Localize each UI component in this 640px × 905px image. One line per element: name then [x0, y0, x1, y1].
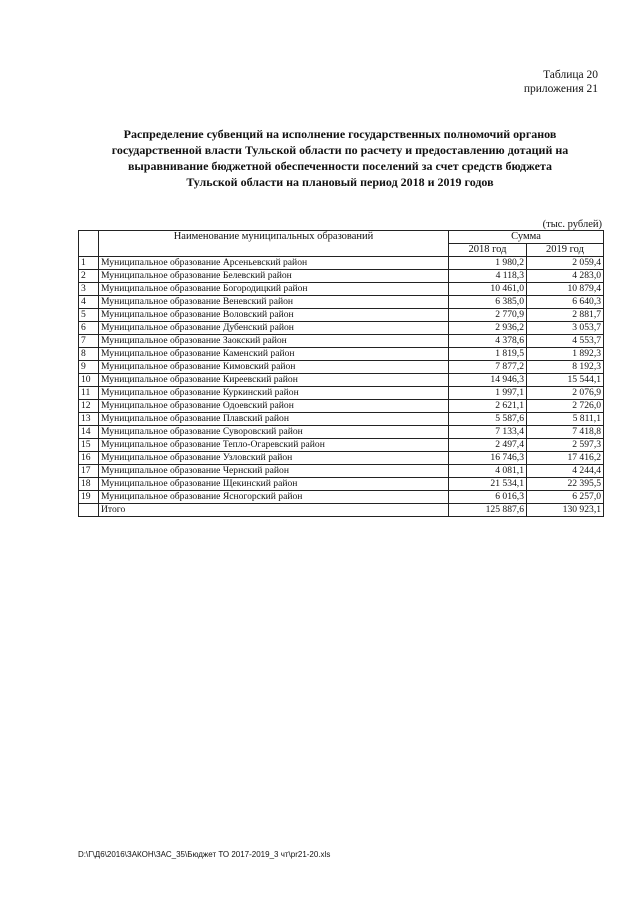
table-row [79, 309, 604, 322]
row-number: 19 [79, 491, 99, 504]
table-row [79, 374, 604, 387]
title-line-2: государственной власти Тульской области по расчету и предоставлению дотаций на [111, 143, 569, 157]
value-2018: 4 081,1 [449, 465, 527, 478]
value-2018: 7 133,4 [449, 426, 527, 439]
value-2019: 22 395,5 [527, 478, 604, 491]
row-number: 2 [79, 270, 99, 283]
municipality-name: Муниципальное образование Ясногорский район [99, 491, 449, 504]
municipality-name: Муниципальное образование Чернский район [99, 465, 449, 478]
value-2019: 7 418,8 [527, 426, 604, 439]
table-row [79, 387, 604, 400]
row-number: 16 [79, 452, 99, 465]
value-2018: 2 621,1 [449, 400, 527, 413]
table-row [79, 296, 604, 309]
document-title [78, 126, 602, 190]
title-line-4: Тульской области на плановый период 2018 и 2019 годов [186, 175, 494, 189]
row-number: 12 [79, 400, 99, 413]
header-name: Наименование муниципальных образований [99, 231, 449, 257]
total-number-cell [79, 504, 99, 517]
value-2018: 2 770,9 [449, 309, 527, 322]
value-2018: 14 946,3 [449, 374, 527, 387]
row-number: 14 [79, 426, 99, 439]
header-2018: 2018 год [449, 244, 527, 257]
table-row [79, 283, 604, 296]
value-2019: 2 059,4 [527, 257, 604, 270]
value-2019: 8 192,3 [527, 361, 604, 374]
value-2019: 2 076,9 [527, 387, 604, 400]
file-path-footer: D:\Г\Д6\2016\ЗАКОН\ЗАС_35\Бюджет ТО 2017-2019_3 чт\pr21-20.xls [78, 850, 331, 859]
municipality-name: Муниципальное образование Веневский район [99, 296, 449, 309]
table-row [79, 439, 604, 452]
value-2018: 5 587,6 [449, 413, 527, 426]
table-reference [524, 68, 598, 96]
value-2018: 1 980,2 [449, 257, 527, 270]
value-2019: 2 597,3 [527, 439, 604, 452]
value-2018: 10 461,0 [449, 283, 527, 296]
table-row [79, 335, 604, 348]
municipality-name: Муниципальное образование Белевский район [99, 270, 449, 283]
table-row [79, 426, 604, 439]
row-number: 17 [79, 465, 99, 478]
value-2019: 5 811,1 [527, 413, 604, 426]
value-2019: 6 640,3 [527, 296, 604, 309]
total-2019: 130 923,1 [527, 504, 604, 517]
value-2019: 2 881,7 [527, 309, 604, 322]
value-2019: 2 726,0 [527, 400, 604, 413]
row-number: 8 [79, 348, 99, 361]
table-row [79, 465, 604, 478]
table-row [79, 452, 604, 465]
table-row [79, 322, 604, 335]
table-row [79, 270, 604, 283]
row-number: 13 [79, 413, 99, 426]
title-line-3: выравнивание бюджетной обеспеченности поселений за счет средств бюджета [127, 159, 553, 173]
municipality-name: Муниципальное образование Дубенский район [99, 322, 449, 335]
municipality-name: Муниципальное образование Щекинский район [99, 478, 449, 491]
municipality-name: Муниципальное образование Одоевский район [99, 400, 449, 413]
value-2018: 4 118,3 [449, 270, 527, 283]
value-2018: 7 877,2 [449, 361, 527, 374]
value-2018: 16 746,3 [449, 452, 527, 465]
municipality-name: Муниципальное образование Арсеньевский район [99, 257, 449, 270]
municipality-name: Муниципальное образование Узловский район [99, 452, 449, 465]
appendix-label: приложения 21 [523, 83, 598, 95]
municipality-name: Муниципальное образование Каменский район [99, 348, 449, 361]
row-number: 4 [79, 296, 99, 309]
value-2019: 17 416,2 [527, 452, 604, 465]
value-2019: 3 053,7 [527, 322, 604, 335]
table-row [79, 257, 604, 270]
value-2019: 4 283,0 [527, 270, 604, 283]
value-2018: 21 534,1 [449, 478, 527, 491]
total-2018: 125 887,6 [449, 504, 527, 517]
municipality-name: Муниципальное образование Богородицкий район [99, 283, 449, 296]
value-2018: 4 378,6 [449, 335, 527, 348]
municipality-name: Муниципальное образование Воловский район [99, 309, 449, 322]
table-row [79, 400, 604, 413]
value-2018: 6 016,3 [449, 491, 527, 504]
table-row [79, 478, 604, 491]
municipality-name: Муниципальное образование Плавский район [99, 413, 449, 426]
row-number: 9 [79, 361, 99, 374]
value-2018: 6 385,0 [449, 296, 527, 309]
value-2019: 6 257,0 [527, 491, 604, 504]
row-number: 6 [79, 322, 99, 335]
table-body [79, 257, 604, 504]
table-number-label: Таблица 20 [543, 69, 598, 81]
value-2019: 15 544,1 [527, 374, 604, 387]
subsidy-table [78, 230, 604, 517]
value-2019: 4 553,7 [527, 335, 604, 348]
total-row [79, 504, 604, 517]
municipality-name: Муниципальное образование Заокский район [99, 335, 449, 348]
municipality-name: Муниципальное образование Кимовский район [99, 361, 449, 374]
value-2018: 2 497,4 [449, 439, 527, 452]
units-label: (тыс. рублей) [542, 219, 602, 230]
row-number: 15 [79, 439, 99, 452]
municipality-name: Муниципальное образование Куркинский район [99, 387, 449, 400]
value-2018: 2 936,2 [449, 322, 527, 335]
row-number: 11 [79, 387, 99, 400]
municipality-name: Муниципальное образование Суворовский район [99, 426, 449, 439]
value-2019: 1 892,3 [527, 348, 604, 361]
municipality-name: Муниципальное образование Киреевский район [99, 374, 449, 387]
row-number: 3 [79, 283, 99, 296]
header-number-cell [79, 231, 99, 257]
header-sum: Сумма [449, 231, 604, 244]
value-2018: 1 819,5 [449, 348, 527, 361]
row-number: 10 [79, 374, 99, 387]
value-2018: 1 997,1 [449, 387, 527, 400]
table-row [79, 413, 604, 426]
total-label: Итого [99, 504, 449, 517]
value-2019: 10 879,4 [527, 283, 604, 296]
row-number: 5 [79, 309, 99, 322]
header-2019: 2019 год [527, 244, 604, 257]
table-row [79, 491, 604, 504]
title-line-1: Распределение субвенций на исполнение государственных полномочий органов [123, 127, 557, 141]
table-row [79, 361, 604, 374]
row-number: 18 [79, 478, 99, 491]
row-number: 7 [79, 335, 99, 348]
value-2019: 4 244,4 [527, 465, 604, 478]
row-number: 1 [79, 257, 99, 270]
table-row [79, 348, 604, 361]
municipality-name: Муниципальное образование Тепло-Огаревский район [99, 439, 449, 452]
